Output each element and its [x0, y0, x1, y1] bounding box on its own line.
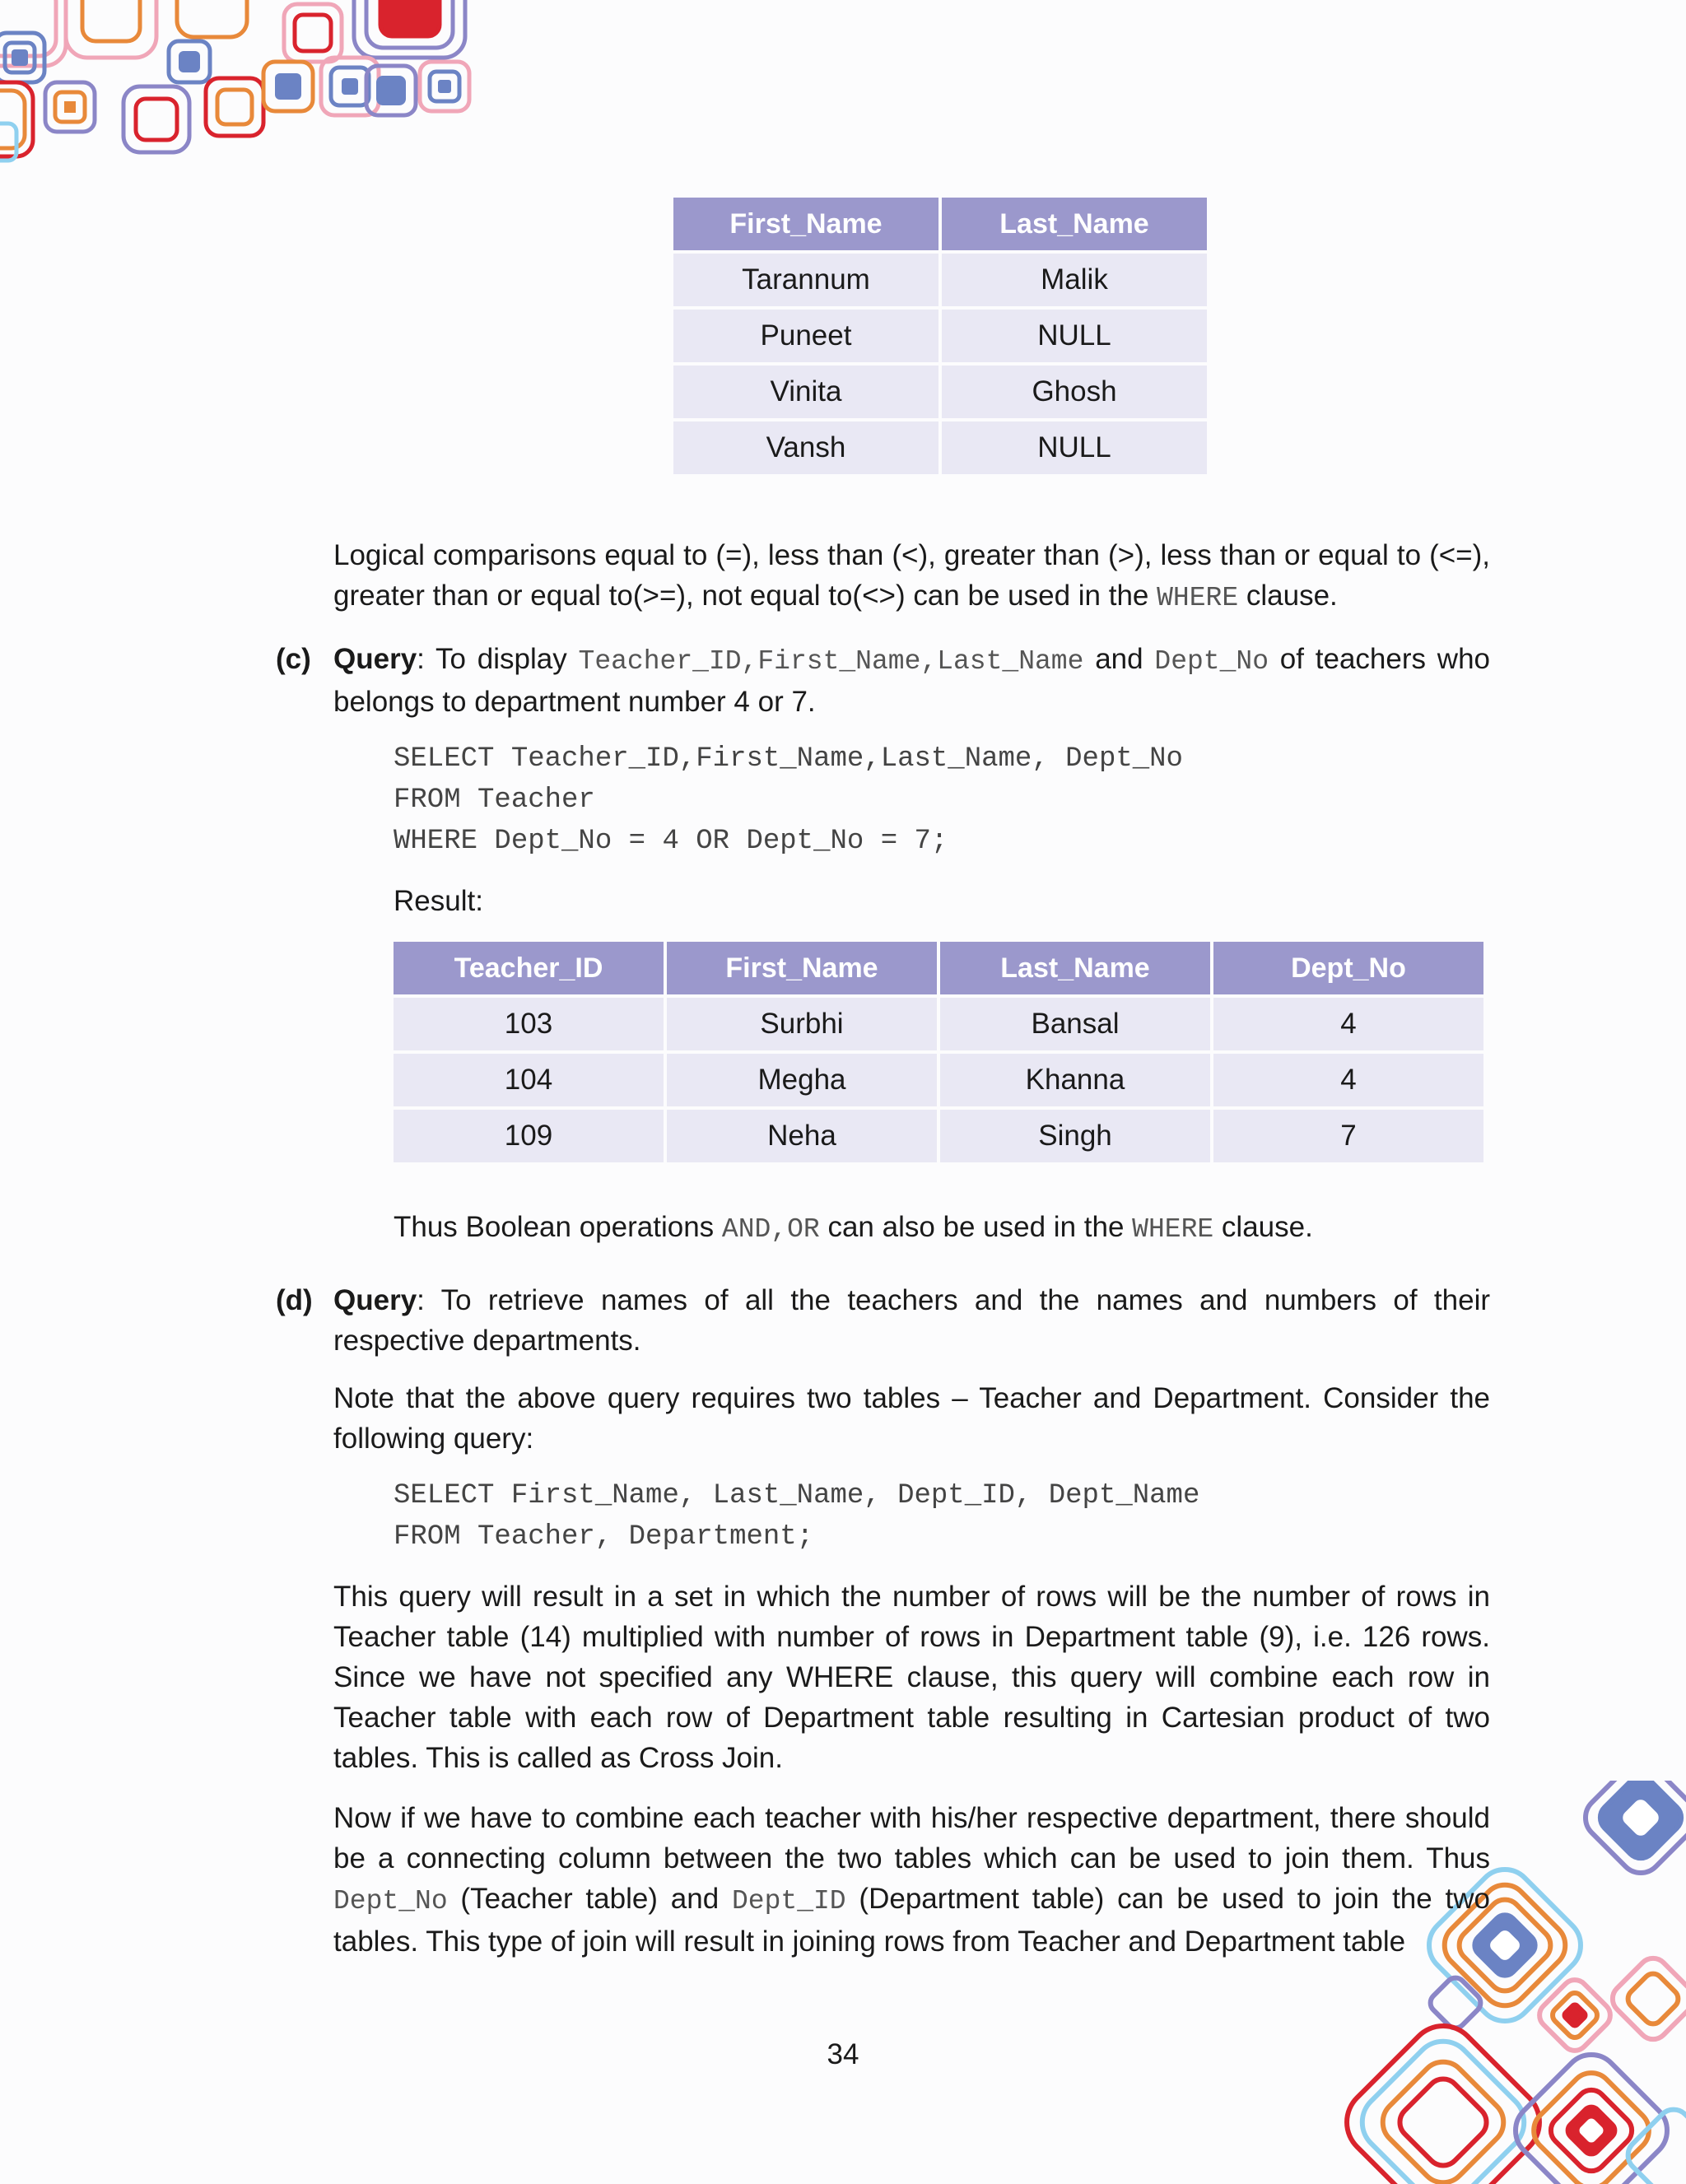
paragraph-text: (Teacher table) and — [447, 1883, 732, 1915]
table-cell: Ghosh — [942, 366, 1207, 418]
section-d-note-paragraph: Note that the above query requires two tables – Teacher and Department. Consider the following query: — [333, 1382, 1490, 1455]
table-cell: Khanna — [940, 1054, 1210, 1106]
table-cell: 109 — [394, 1110, 664, 1162]
paragraph-text: Logical comparisons equal to (=), less than (<), greater than (>), less than or equal to (<=), greater than or equal to(>=), not equal to(<>) can be used in the — [333, 539, 1490, 612]
column-header: Dept_No — [1213, 942, 1483, 994]
inline-code: Dept_ID — [731, 1886, 846, 1916]
names-table — [670, 194, 1210, 477]
inline-code: Dept_No — [333, 1886, 448, 1916]
section-c-query-paragraph — [333, 639, 1490, 722]
paragraph-text: Thus Boolean operations — [394, 1211, 722, 1243]
logical-comparisons-paragraph — [333, 535, 1490, 618]
paragraph-text: and — [1083, 643, 1155, 675]
column-header: First_Name — [673, 198, 938, 250]
query-keyword: Query — [333, 1284, 417, 1316]
result-table — [390, 938, 1487, 1166]
table-row — [394, 998, 1483, 1050]
inline-code: Teacher_ID,First_Name,Last_Name — [578, 646, 1084, 677]
paragraph-text: clause. — [1238, 580, 1338, 612]
inline-code: AND,OR — [721, 1214, 820, 1245]
table-header-row — [673, 198, 1207, 250]
table-row — [673, 366, 1207, 418]
table-cell: Neha — [667, 1110, 937, 1162]
paragraph-text: : To retrieve names of all the teachers and the names and numbers of their respective departments. — [333, 1284, 1490, 1357]
table-cell: Megha — [667, 1054, 937, 1106]
paragraph-text: of teachers who belongs to department number 4 or 7. — [333, 643, 1490, 718]
table-row — [394, 1054, 1483, 1106]
paragraph-text: : To display — [417, 643, 579, 675]
table-cell: 104 — [394, 1054, 664, 1106]
page-number: 34 — [827, 2038, 859, 2070]
table-row — [394, 1110, 1483, 1162]
table-cell: 7 — [1213, 1110, 1483, 1162]
table-cell: Vansh — [673, 421, 938, 474]
table-cell: Puneet — [673, 310, 938, 362]
join-paragraph — [333, 1798, 1490, 1962]
table-cell: Bansal — [940, 998, 1210, 1050]
result-label: Result: — [394, 885, 483, 917]
paragraph-text: can also be used in the — [819, 1211, 1133, 1243]
column-header: Last_Name — [940, 942, 1210, 994]
table-row — [673, 310, 1207, 362]
column-header: Teacher_ID — [394, 942, 664, 994]
table-cell: Malik — [942, 254, 1207, 306]
table-cell: NULL — [942, 421, 1207, 474]
table-header-row — [394, 942, 1483, 994]
table-cell: Vinita — [673, 366, 938, 418]
table-cell: NULL — [942, 310, 1207, 362]
section-d-query-paragraph — [333, 1280, 1490, 1361]
table-row — [673, 254, 1207, 306]
table-cell: 103 — [394, 998, 664, 1050]
section-c-label: (c) — [276, 643, 311, 675]
section-d-sql-code: SELECT First_Name, Last_Name, Dept_ID, Dept_Name FROM Teacher, Department; — [394, 1480, 1200, 1553]
paragraph-text: (Department table) can be used to join the two tables. This type of join will result in joining rows from Teacher and Department table — [333, 1883, 1491, 1958]
inline-code: WHERE — [1157, 583, 1239, 613]
table-cell: 4 — [1213, 998, 1483, 1050]
boolean-operations-note — [394, 1207, 1488, 1250]
cross-join-paragraph: This query will result in a set in which the number of rows will be the number of rows in Teacher table (14) multiplied with number of rows in Department table (9), i.e. 126 rows. Since we have not specified any WHERE clause, this query will combine each row in Teacher table with each row of Department table resulting in Cartesian product of two tables. This is called as Cross Join. — [333, 1581, 1490, 1774]
inline-code: Dept_No — [1154, 646, 1269, 677]
table-cell: 4 — [1213, 1054, 1483, 1106]
table-cell: Singh — [940, 1110, 1210, 1162]
column-header: Last_Name — [942, 198, 1207, 250]
table-cell: Surbhi — [667, 998, 937, 1050]
paragraph-text: Now if we have to combine each teacher with his/her respective department, there should be a connecting column between the two tables which can be used to join them. Thus — [333, 1802, 1490, 1874]
section-d-label: (d) — [276, 1284, 313, 1316]
query-keyword: Query — [333, 643, 417, 675]
section-c-sql-code: SELECT Teacher_ID,First_Name,Last_Name, Dept_No FROM Teacher WHERE Dept_No = 4 OR Dept_No = 7; — [394, 743, 1183, 857]
paragraph-text: clause. — [1213, 1211, 1313, 1243]
table-row — [673, 421, 1207, 474]
inline-code: WHERE — [1132, 1214, 1214, 1245]
decorative-squares-top-left-icon — [0, 0, 477, 165]
table-cell: Tarannum — [673, 254, 938, 306]
column-header: First_Name — [667, 942, 937, 994]
